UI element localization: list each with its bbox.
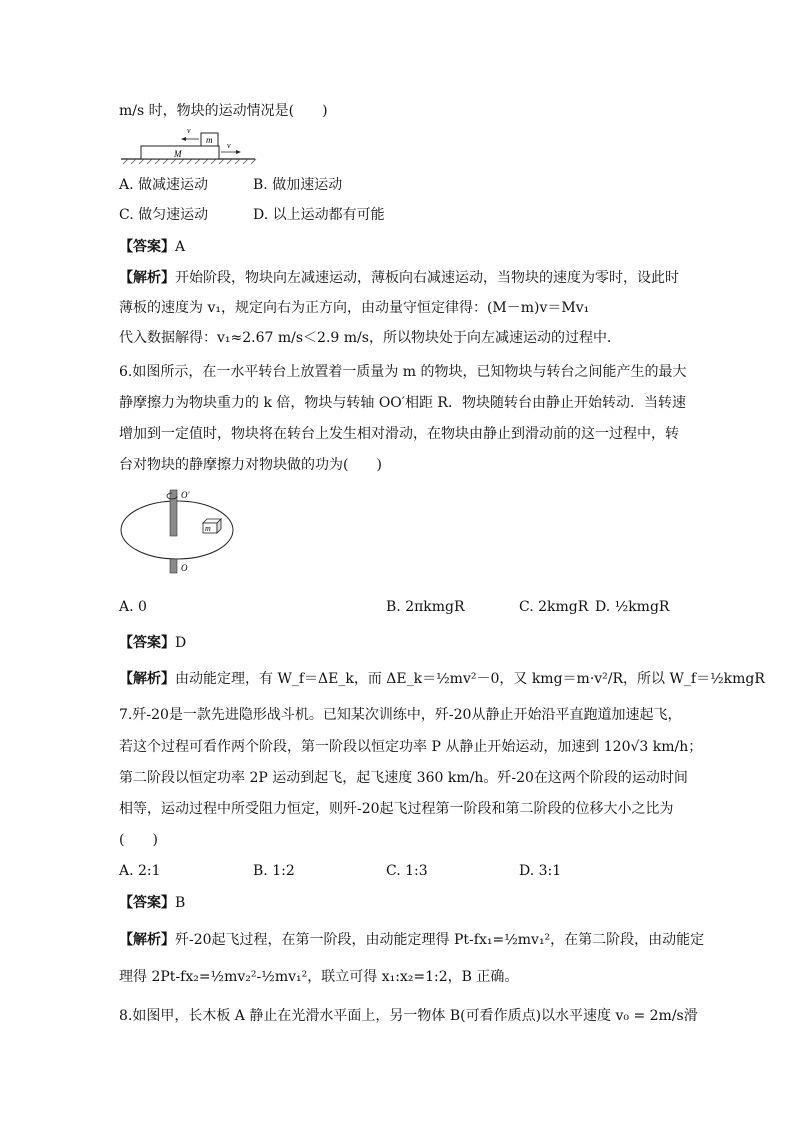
q5-answer — [119, 237, 185, 257]
q7-option-b: B. 1:2 — [253, 863, 295, 879]
answer-value: D — [175, 635, 187, 651]
analysis-tag: 【解析】 — [119, 270, 175, 286]
q5-option-c: C. 做匀速运动 — [119, 207, 209, 223]
q6-stem-3: 增加到一定值时，物块将在转台上发生相对滑动，在物块由静止到滑动前的这一过程中，转 — [119, 426, 679, 442]
label-O: O — [181, 563, 188, 573]
q6-option-d: D. ½kmgR — [595, 599, 670, 615]
q7-analysis-2: 理得 2Pt-fx₂=½mv₂²-½mv₁²，联立可得 x₁:x₂=1:2，B 正确。 — [119, 969, 519, 985]
analysis-text: 歼-20起飞过程，在第一阶段，由动能定理得 Pt-fx₁=½mv₁²，在第二阶段，由动能定 — [175, 932, 705, 948]
label-M: M — [174, 149, 182, 159]
q5-analysis-3: 代入数据解得：v₁≈2.67 m/s＜2.9 m/s，所以物块处于向左减速运动的过程中． — [119, 330, 621, 346]
q6-stem-4: 台对物块的静摩擦力对物块做的功为( ) — [119, 457, 382, 473]
answer-tag: 【答案】 — [119, 895, 175, 911]
q7-option-c: C. 1:3 — [386, 863, 428, 879]
shaft-upper — [170, 490, 177, 536]
answer-tag: 【答案】 — [119, 239, 175, 255]
analysis-tag: 【解析】 — [119, 671, 175, 687]
q7-stem-4: 相等，运动过程中所受阻力恒定，则歼-20起飞过程第一阶段和第二阶段的位移大小之比为 — [119, 801, 674, 817]
q7-stem-5: ( ) — [119, 832, 158, 848]
analysis-text: 开始阶段，物块向左减速运动，薄板向右减速运动，当物块的速度为零时，设此时 — [175, 270, 679, 286]
label-v-right: v — [227, 141, 231, 150]
q7-answer — [119, 893, 185, 913]
q6-option-c: C. 2kmgR — [519, 599, 589, 615]
q7-stem-1: 7.歼-20是一款先进隐形战斗机。已知某次训练中，歼-20从静止开始沿平直跑道加速起飞， — [119, 707, 682, 723]
q7-option-a: A. 2:1 — [119, 863, 161, 879]
q5-board-block-figure — [119, 126, 259, 166]
q7-stem-3: 第二阶段以恒定功率 2P 运动到起飞，起飞速度 360 km/h。歼-20在这两个阶段的运动时间 — [119, 770, 688, 786]
label-m: m — [206, 135, 213, 145]
q5-stem-tail: m/s 时，物块的运动情况是( ) — [119, 103, 328, 119]
q6-stem-2: 静摩擦力为物块重力的 k 倍，物块与转轴 OO′相距 R．物块随转台由静止开始转动．当转速 — [119, 395, 686, 411]
q8-stem-1: 8.如图甲，长木板 A 静止在光滑水平面上，另一物体 B(可看作质点)以水平速度 v₀ = 2m/s滑 — [119, 1008, 698, 1024]
label-O-prime: O′ — [181, 490, 190, 500]
q6-turntable-figure — [119, 486, 239, 576]
answer-value: A — [175, 239, 186, 255]
q6-answer — [119, 633, 186, 653]
q5-analysis-1 — [119, 268, 679, 288]
answer-tag: 【答案】 — [119, 635, 175, 651]
q7-option-d: D. 3:1 — [519, 863, 562, 879]
q6-analysis-1 — [119, 669, 765, 689]
q7-analysis-1 — [119, 930, 704, 950]
analysis-tag: 【解析】 — [119, 932, 175, 948]
q5-option-b: B. 做加速运动 — [253, 177, 343, 193]
q7-stem-2: 若这个过程可看作两个阶段，第一阶段以恒定功率 P 从静止开始运动，加速到 120√3 km/h； — [119, 739, 703, 755]
analysis-text: 由动能定理，有 W_f＝ΔE_k，而 ΔE_k＝½mv²－0，又 kmg＝m·v²/R，所以 W_f＝½kmgR — [175, 671, 765, 687]
answer-value: B — [175, 895, 186, 911]
q5-option-d: D. 以上运动都有可能 — [253, 207, 385, 223]
q5-option-a: A. 做减速运动 — [119, 177, 209, 193]
shaft-lower — [170, 559, 177, 573]
q6-option-a: A. 0 — [119, 599, 147, 615]
q6-stem-1: 6.如图所示，在一水平转台上放置着一质量为 m 的物块，已知物块与转台之间能产生的最大 — [119, 364, 687, 380]
q6-option-b: B. 2πkmgR — [386, 599, 465, 615]
q5-analysis-2: 薄板的速度为 v₁，规定向右为正方向，由动量守恒定律得：(M－m)v＝Mv₁ — [119, 300, 590, 316]
label-v-top: v — [187, 126, 191, 135]
label-block-m: m — [205, 524, 211, 533]
